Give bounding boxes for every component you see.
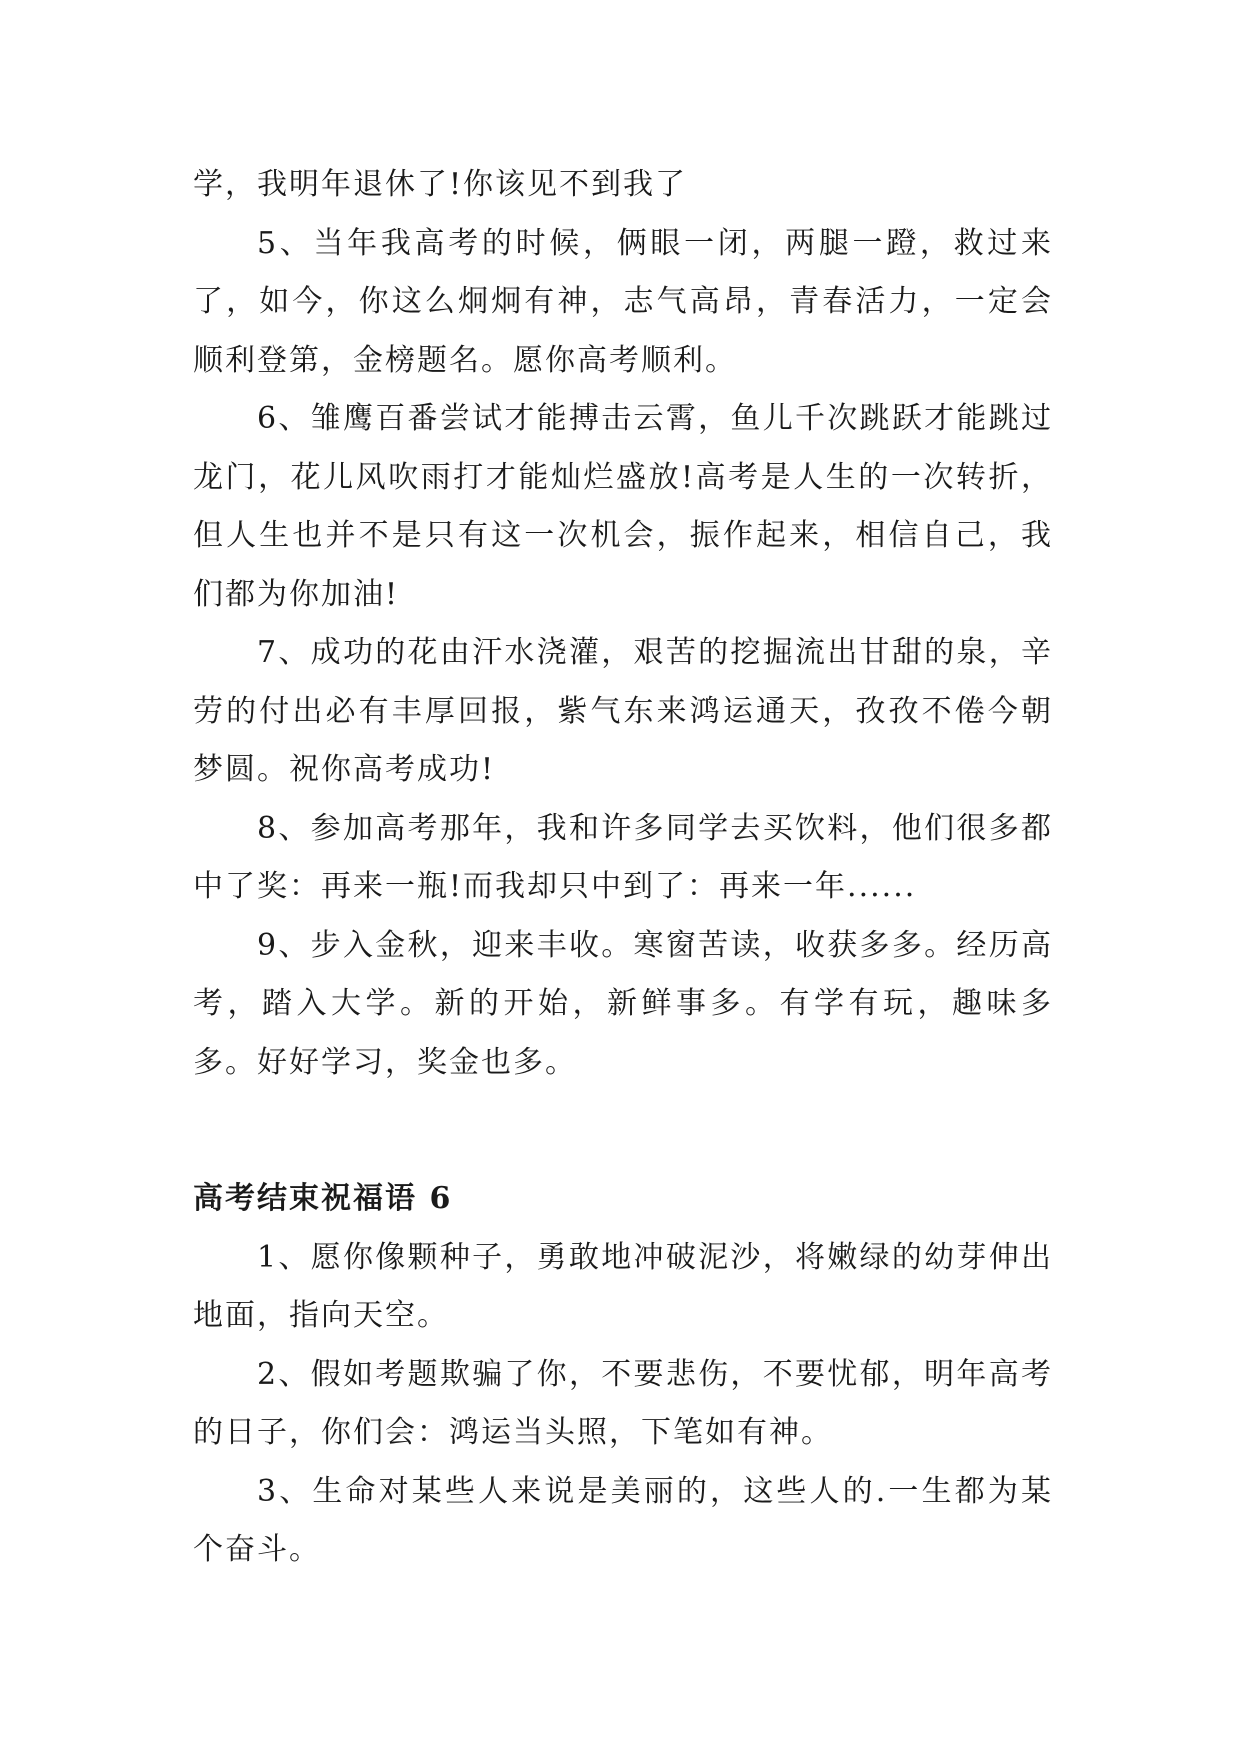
paragraph-item-7: 7、成功的花由汗水浇灌，艰苦的挖掘流出甘甜的泉，辛劳的付出必有丰厚回报，紫气东来鸿运通天，孜孜不倦今朝梦圆。祝你高考成功! — [193, 635, 1053, 787]
paragraph-item-6: 6、雏鹰百番尝试才能搏击云霄，鱼儿千次跳跃才能跳过龙门，花儿风吹雨打才能灿烂盛放!高考是人生的一次转折，但人生也并不是只有这一次机会，振作起来，相信自己，我们都为你加油! — [193, 401, 1053, 612]
paragraph-continuation: 学，我明年退休了!你该见不到我了 — [193, 167, 688, 202]
paragraph-item-3: 3、生命对某些人来说是美丽的，这些人的.一生都为某个奋斗。 — [193, 1473, 1053, 1567]
paragraph-item-8: 8、参加高考那年，我和许多同学去买饮料，他们很多都中了奖：再来一瓶!而我却只中到了：再来一年...... — [193, 810, 1053, 904]
document-body — [193, 156, 1053, 1580]
paragraph-item-9: 9、步入金秋，迎来丰收。寒窗苦读，收获多多。经历高考，踏入大学。新的开始，新鲜事多。有学有玩，趣味多多。好好学习，奖金也多。 — [193, 927, 1053, 1080]
paragraph-item-1: 1、愿你像颗种子，勇敢地冲破泥沙，将嫩绿的幼芽伸出地面，指向天空。 — [193, 1239, 1053, 1333]
paragraph-item-5: 5、当年我高考的时候，俩眼一闭，两腿一蹬，救过来了，如今，你这么炯炯有神，志气高昂，青春活力，一定会顺利登第，金榜题名。愿你高考顺利。 — [193, 225, 1053, 378]
section-heading: 高考结束祝福语 6 — [193, 1181, 453, 1216]
paragraph-item-2: 2、假如考题欺骗了你，不要悲伤，不要忧郁，明年高考的日子，你们会：鸿运当头照，下笔如有神。 — [193, 1356, 1053, 1450]
